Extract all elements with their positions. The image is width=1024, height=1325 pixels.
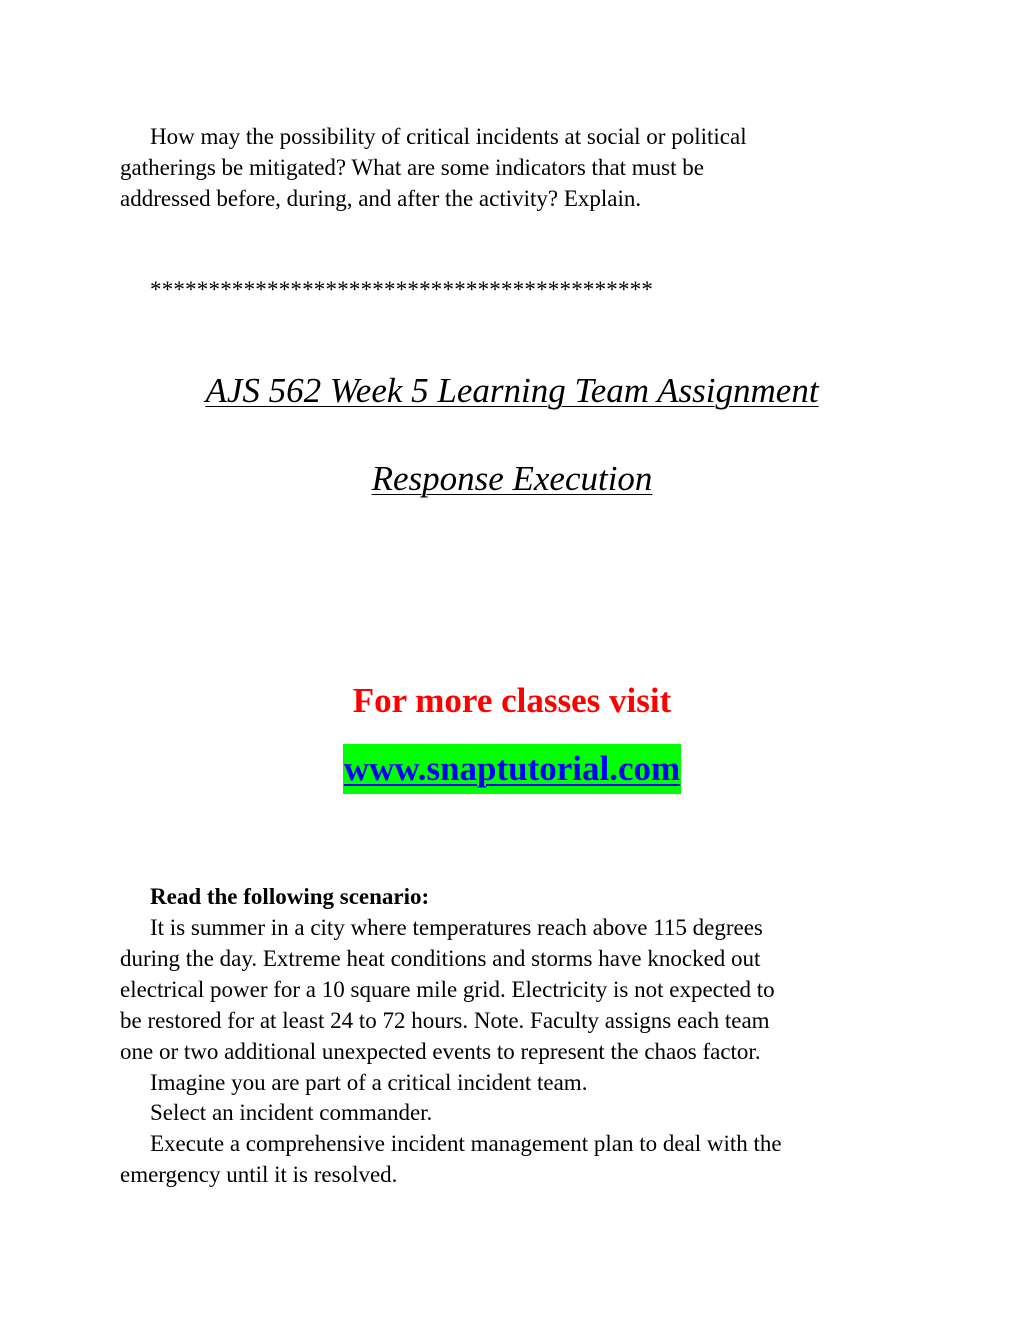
promo-link-container	[0, 744, 1024, 794]
question-line-2: gatherings be mitigated? What are some indicators that must be	[120, 155, 704, 180]
website-link[interactable]: www.snaptutorial.com	[343, 744, 681, 794]
step-3-line-1: Execute a comprehensive incident management plan to deal with the	[150, 1131, 782, 1156]
scenario-line-1: It is summer in a city where temperatures reach above 115 degrees	[150, 915, 763, 940]
assignment-title: AJS 562 Week 5 Learning Team Assignment	[205, 371, 819, 410]
scenario-heading: Read the following scenario:	[150, 884, 430, 909]
question-line-1: How may the possibility of critical incidents at social or political	[150, 124, 747, 149]
promo-text: For more classes visit	[352, 681, 672, 720]
question-line-3: addressed before, during, and after the activity? Explain.	[120, 186, 642, 211]
scenario-line-2: during the day. Extreme heat conditions and storms have knocked out	[120, 946, 761, 971]
scenario-line-3: electrical power for a 10 square mile grid. Electricity is not expected to	[120, 977, 775, 1002]
scenario-line-5: one or two additional unexpected events to represent the chaos factor.	[120, 1039, 761, 1064]
assignment-subtitle: Response Execution	[371, 459, 653, 498]
step-1: Imagine you are part of a critical incident team.	[150, 1070, 588, 1095]
step-2: Select an incident commander.	[150, 1100, 433, 1125]
step-3-line-2: emergency until it is resolved.	[120, 1162, 398, 1187]
scenario-line-4: be restored for at least 24 to 72 hours. Note. Faculty assigns each team	[120, 1008, 770, 1033]
separator-stars: *******************************************	[150, 277, 654, 302]
